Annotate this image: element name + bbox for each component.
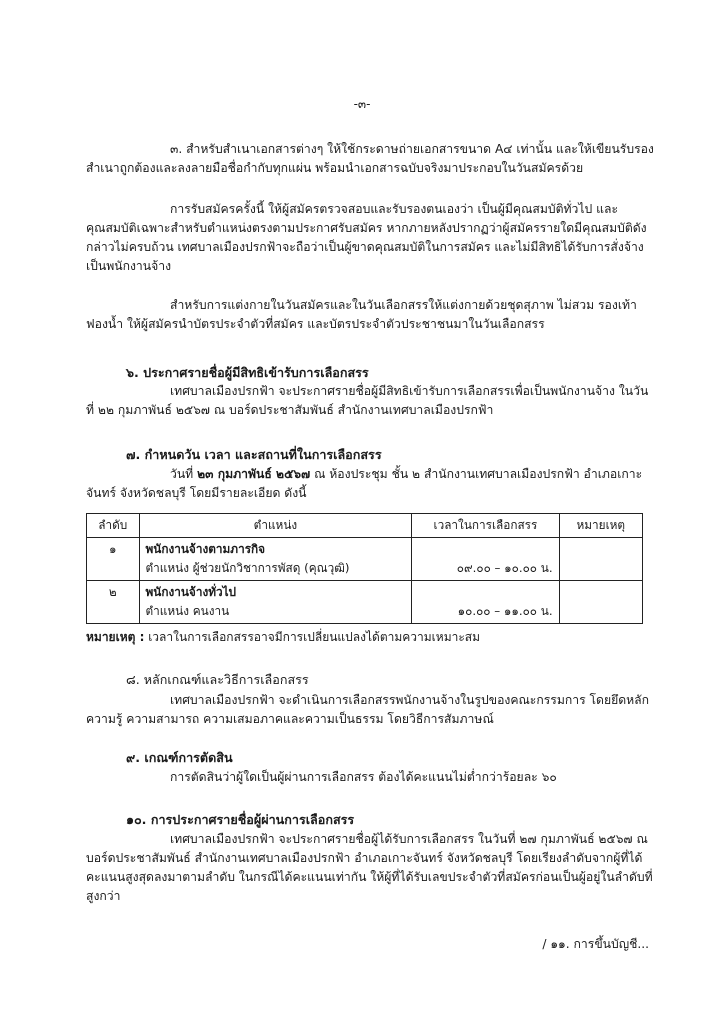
table-row — [87, 581, 643, 624]
section-8-body: เทศบาลเมืองปรกฟ้า จะดำเนินการเลือกสรรพนักงานจ้างในรูปของคณะกรรมการ โดยยึดหลักความรู้ ความสามารถ ความเสมอภาคและความเป็นธรรม โดยวิธีการสัมภาษณ์ — [86, 693, 650, 726]
section-8-heading: ๘. หลักเกณฑ์และวิธีการเลือกสรร — [126, 672, 309, 687]
section-7-body-prefix: วันที่ — [170, 467, 194, 481]
row-2-note — [559, 581, 642, 624]
item-3-paragraph: ๓. สำหรับสำเนาเอกสารต่างๆ ให้ใช้กระดาษถ่ายเอกสารขนาด A๔ เท่านั้น และให้เขียนรับรองสำเนาถูกต้องและลงลายมือชื่อกำกับทุกแผ่น พร้อมนำเอกสารฉบับจริงมาประกอบในวันสมัครด้วย — [86, 142, 654, 175]
table-row — [87, 538, 643, 581]
row-1-note — [559, 538, 642, 581]
row-2-position-cell — [139, 581, 412, 624]
note-text: เวลาในการเลือกสรรอาจมีการเปลี่ยนแปลงได้ตามความเหมาะสม — [148, 630, 481, 644]
row-2-time: ๑๐.๐๐ – ๑๑.๐๐ น. — [412, 581, 559, 624]
row-2-group: พนักงานจ้างทั่วไป — [145, 585, 237, 599]
section-10-heading: ๑๐. การประกาศรายชื่อผู้ผ่านการเลือกสรร — [126, 812, 355, 827]
section-9-heading: ๙. เกณฑ์การตัดสิน — [126, 750, 233, 765]
table-note — [86, 628, 480, 647]
schedule-table — [86, 513, 643, 624]
section-7-body-rest: ณ ห้องประชุม ชั้น ๒ สำนักงานเทศบาลเมืองปรกฟ้า อำเภอเกาะจันทร์ จังหวัดชลบุรี โดยมีรายละเอียด ดังนี้ — [86, 467, 643, 500]
row-1-time: ๐๙.๐๐ – ๑๐.๐๐ น. — [412, 538, 559, 581]
table-header-row — [87, 514, 643, 538]
section-6-body: เทศบาลเมืองปรกฟ้า จะประกาศรายชื่อผู้มีสิทธิเข้ารับการเลือกสรรเพื่อเป็นพนักงานจ้าง ในวันที่ ๒๒ กุมภาพันธ์ ๒๕๖๗ ณ บอร์ดประชาสัมพันธ์ สำนักงานเทศบาลเมืองปรกฟ้า — [86, 384, 649, 417]
row-2-position: ตำแหน่ง คนงาน — [145, 604, 230, 618]
section-7-body — [86, 465, 656, 503]
page-number: -๓- — [353, 97, 371, 111]
row-1-position-cell — [139, 538, 412, 581]
header-position: ตำแหน่ง — [139, 514, 412, 538]
header-no: ลำดับ — [87, 514, 140, 538]
header-time: เวลาในการเลือกสรร — [412, 514, 559, 538]
section-9-body: การตัดสินว่าผู้ใดเป็นผู้ผ่านการเลือกสรร ต้องได้คะแนนไม่ต่ำกว่าร้อยละ ๖๐ — [170, 770, 557, 784]
continuation-note: / ๑๑. การขึ้นบัญชี... — [542, 937, 649, 951]
row-1-group: พนักงานจ้างตามภารกิจ — [145, 542, 266, 556]
applicant-check-paragraph: การรับสมัครครั้งนี้ ให้ผู้สมัครตรวจสอบและรับรองตนเองว่า เป็นผู้มีคุณสมบัติทั่วไป และคุณสมบัติเฉพาะสำหรับตำแหน่งตรงตามประกาศรับสมัคร หากภายหลังปรากฏว่าผู้สมัครรายใดมีคุณสมบัติดังกล่าวไม่ครบถ้วน เทศบาลเมืองปรกฟ้าจะถือว่าเป็นผู้ขาดคุณสมบัติในการสมัคร และไม่มีสิทธิได้รับการสั่งจ้างเป็นพนักงานจ้าง — [86, 202, 647, 273]
section-7-heading: ๗. กำหนดวัน เวลา และสถานที่ในการเลือกสรร — [126, 447, 382, 462]
header-note: หมายเหตุ — [559, 514, 642, 538]
section-10-body: เทศบาลเมืองปรกฟ้า จะประกาศรายชื่อผู้ได้รับการเลือกสรร ในวันที่ ๒๗ กุมภาพันธ์ ๒๕๖๗ ณ บอร์ดประชาสัมพันธ์ สำนักงานเทศบาลเมืองปรกฟ้า อำเภอเกาะจันทร์ จังหวัดชลบุรี โดยเรียงลำดับจากผู้ที่ได้คะแนนสูงสุดลงมาตามลำดับ ในกรณีได้คะแนนเท่ากัน ให้ผู้ที่ได้รับเลขประจำตัวที่สมัครก่อนเป็นผู้อยู่ในลำดับที่สูงกว่า — [86, 832, 653, 903]
section-6-heading: ๖. ประกาศรายชื่อผู้มีสิทธิเข้ารับการเลือกสรร — [126, 365, 369, 380]
section-7-date: ๒๓ กุมภาพันธ์ ๒๕๖๗ — [197, 467, 311, 481]
row-2-no: ๒ — [87, 581, 140, 624]
note-label: หมายเหตุ : — [86, 630, 145, 644]
row-1-position: ตำแหน่ง ผู้ช่วยนักวิชาการพัสดุ (คุณวุฒิ) — [145, 561, 350, 575]
row-1-no: ๑ — [87, 538, 140, 581]
dress-code-paragraph: สำหรับการแต่งกายในวันสมัครและในวันเลือกสรรให้แต่งกายด้วยชุดสุภาพ ไม่สวม รองเท้าฟองน้ำ ให้ผู้สมัครนำบัตรประจำตัวที่สมัคร และบัตรประจำตัวประชาชนมาในวันเลือกสรร — [86, 298, 637, 331]
